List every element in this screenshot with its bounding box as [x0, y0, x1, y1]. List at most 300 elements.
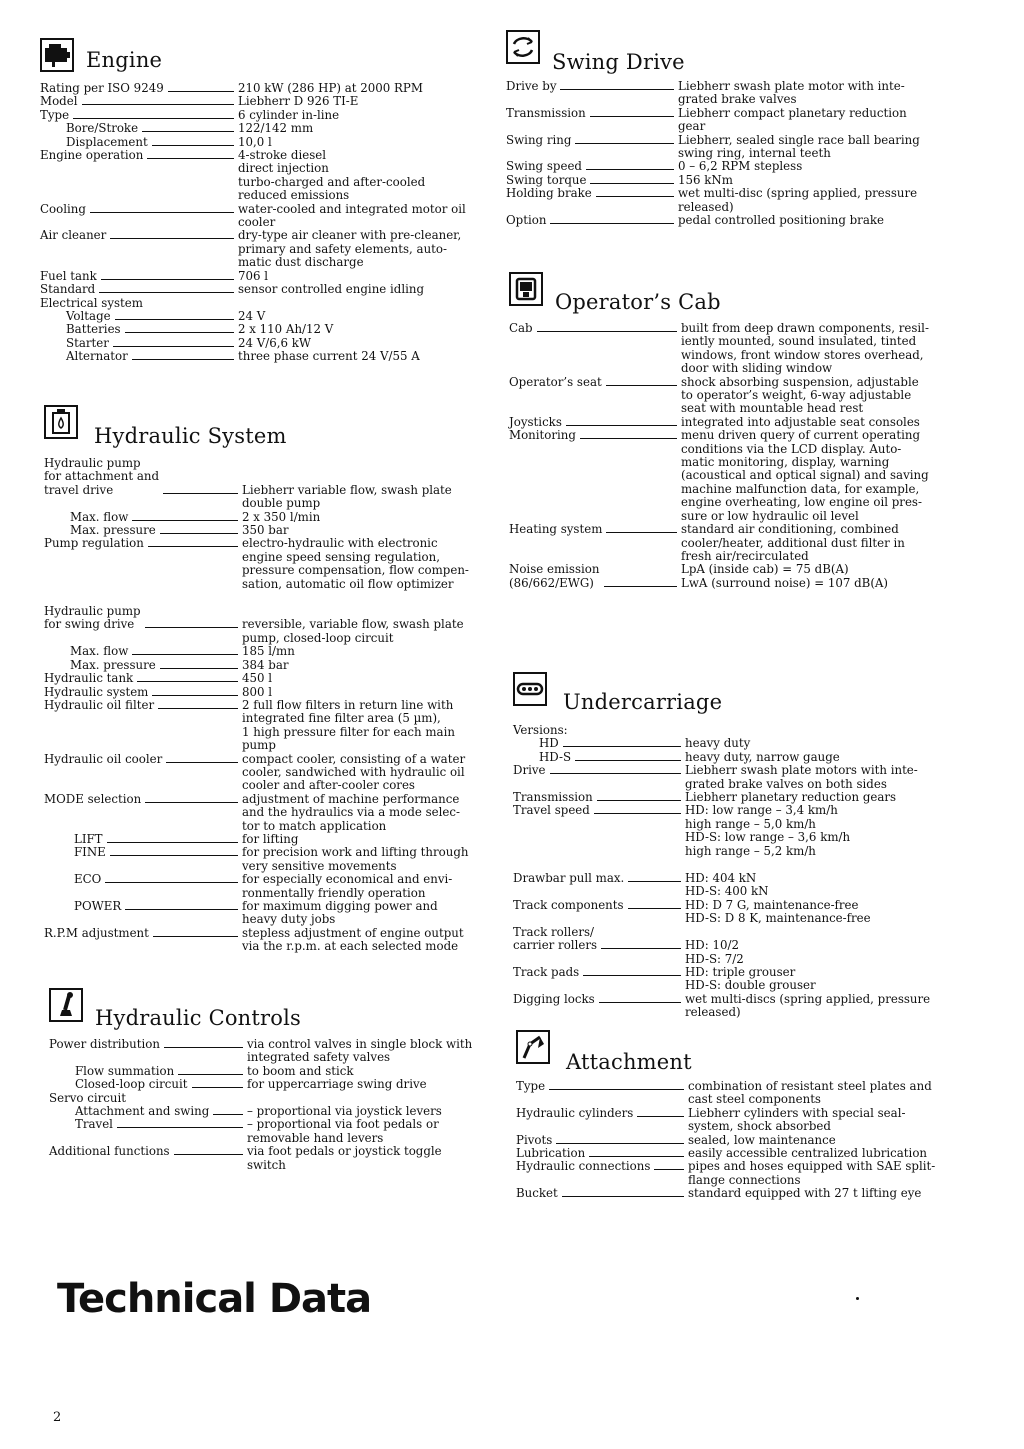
spec-row — [40, 203, 490, 230]
row-spacer — [513, 858, 963, 872]
spec-row — [44, 524, 494, 537]
spec-row — [513, 751, 963, 764]
spec-value: Liebherr planetary reduction gears — [685, 790, 897, 805]
spec-label: Max. flow — [70, 509, 129, 524]
spec-label-cell — [44, 645, 242, 658]
leader-line — [562, 1187, 684, 1197]
spec-row — [40, 337, 490, 350]
spec-value: standard equipped with 27 t lifting eye — [688, 1186, 922, 1201]
spec-label-cell — [40, 122, 238, 135]
spec-value: 210 kW (286 HP) at 2000 RPM — [238, 81, 423, 95]
spec-row — [516, 1134, 966, 1147]
spec-label: Bore/Stroke — [66, 121, 139, 136]
spec-label: ECO — [74, 872, 102, 887]
spec-row — [40, 109, 490, 122]
leader-line — [590, 107, 674, 117]
leader-line — [101, 270, 234, 280]
spec-label-cell — [506, 107, 678, 120]
undercarriage-section — [513, 672, 963, 1020]
spec-row — [49, 1118, 499, 1145]
spec-row — [40, 95, 490, 108]
swing-drive-section — [506, 30, 956, 227]
spec-value: Liebherr swash plate motor with inte- grated brake valves — [678, 79, 905, 107]
leader-line — [125, 900, 238, 910]
leader-line — [148, 537, 238, 547]
leader-line — [575, 134, 674, 144]
spec-value: to boom and stick — [247, 1063, 354, 1078]
spec-row — [40, 122, 490, 135]
spec-rows — [40, 82, 490, 364]
spec-row — [44, 672, 494, 685]
spec-value: 2 x 110 Ah/12 V — [238, 322, 334, 337]
leader-line — [213, 1105, 243, 1115]
spec-label: R.P.M adjustment — [44, 925, 149, 940]
spec-label: Swing torque — [506, 172, 587, 187]
leader-line — [178, 1065, 243, 1075]
leader-line — [160, 524, 238, 534]
spec-row — [44, 833, 494, 846]
spec-label-cell — [44, 524, 242, 537]
section-title: Swing Drive — [552, 50, 685, 74]
spec-label-cell — [513, 751, 685, 764]
leader-line — [99, 283, 234, 293]
spec-label: Track pads — [513, 964, 580, 979]
spec-value: HD: D 7 G, maintenance-free HD-S: D 8 K, maintenance-free — [685, 897, 871, 926]
spec-label-cell — [506, 80, 678, 93]
spec-label-cell — [513, 926, 685, 953]
spec-value: via control valves in single block with integrated safety valves — [247, 1037, 473, 1065]
spec-label: Model — [40, 94, 78, 109]
spec-label: Cab — [509, 321, 533, 335]
spec-label: MODE selection — [44, 791, 142, 806]
spec-value: 156 kNm — [678, 172, 733, 187]
spec-label-cell — [506, 174, 678, 187]
spec-row — [506, 187, 956, 214]
spec-value: 706 l — [238, 268, 269, 283]
spec-label: POWER — [74, 899, 122, 913]
spec-label: Power distribution — [49, 1037, 160, 1051]
spec-label: Hydraulic tank — [44, 671, 134, 686]
leader-line — [537, 322, 677, 332]
spec-label: Versions: — [513, 723, 568, 737]
spec-label: Attachment and swing — [75, 1104, 210, 1119]
spec-label: Hydraulic pump for swing drive — [44, 604, 141, 632]
leader-line — [110, 846, 238, 856]
spec-value: for uppercarriage swing drive — [247, 1077, 427, 1092]
spec-label: Track rollers/ carrier rollers — [513, 924, 598, 953]
leader-line — [563, 737, 681, 747]
leader-line — [113, 337, 234, 347]
spec-label-cell — [44, 793, 242, 806]
spec-value: three phase current 24 V/55 A — [238, 349, 420, 364]
leader-line — [166, 753, 238, 763]
spec-label: Fuel tank — [40, 268, 97, 283]
spec-row — [40, 136, 490, 149]
spec-value: compact cooler, consisting of a water cooler, sandwiched with hydraulic oil cooler and after-cooler cores — [242, 751, 466, 793]
spec-value: for especially economical and envi- ronmentally friendly operation — [242, 872, 453, 900]
spec-label: Max. pressure — [70, 523, 156, 538]
spec-label-cell — [509, 416, 681, 429]
leader-line — [137, 672, 238, 682]
spec-value: reversible, variable flow, swash plate pump, closed-loop circuit — [242, 617, 464, 645]
spec-label: Standard — [40, 282, 96, 297]
leader-line — [163, 484, 238, 494]
spec-row — [513, 737, 963, 750]
spec-value: standard air conditioning, combined cooler/heater, additional dust filter in fresh air/recirculated — [681, 522, 905, 563]
spec-label-cell — [49, 1038, 247, 1051]
spec-label: Additional functions — [49, 1144, 170, 1159]
spec-value: sensor controlled engine idling — [238, 282, 425, 297]
leader-line — [589, 1147, 684, 1157]
spec-label: Hydraulic oil cooler — [44, 751, 163, 766]
spec-row — [49, 1038, 499, 1065]
spec-row — [509, 322, 959, 376]
spec-label-cell — [40, 310, 238, 323]
spec-value: LpA (inside cab) = 75 dB(A) LwA (surround noise) = 107 dB(A) — [681, 562, 889, 590]
spec-row — [44, 846, 494, 873]
spec-value: 6 cylinder in-line — [238, 107, 340, 122]
leader-line — [153, 927, 238, 937]
spec-row — [40, 350, 490, 363]
spec-label-cell — [40, 283, 238, 296]
spec-label: Swing ring — [506, 132, 572, 147]
spec-rows — [516, 1080, 966, 1201]
spec-value: 2 x 350 l/min — [242, 509, 321, 524]
spec-value: HD: low range – 3,4 km/h high range – 5,0 km/h HD-S: low range – 3,6 km/h high range – 5,2 km/h — [685, 803, 851, 858]
spec-label-cell — [506, 187, 678, 200]
leader-line — [583, 966, 681, 976]
spec-row — [44, 927, 494, 954]
spec-label: Holding brake — [506, 186, 592, 201]
spec-label-cell — [516, 1107, 688, 1120]
spec-row — [516, 1080, 966, 1107]
spec-label: Flow summation — [75, 1063, 175, 1078]
leader-line — [107, 833, 238, 843]
spec-row — [44, 645, 494, 658]
spec-label-cell — [49, 1065, 247, 1078]
leader-line — [82, 95, 235, 105]
spec-label-cell — [44, 659, 242, 672]
spec-label-cell — [513, 993, 685, 1006]
page-title: Technical Data — [57, 1276, 372, 1322]
leader-line — [575, 751, 681, 761]
spec-value: water-cooled and integrated motor oil cooler — [238, 201, 466, 230]
spec-row — [513, 926, 963, 966]
spec-label: Alternator — [66, 349, 128, 364]
spec-value: heavy duty — [685, 736, 751, 751]
spec-label-cell — [44, 672, 242, 685]
spec-label: Batteries — [66, 322, 121, 337]
spec-row — [49, 1145, 499, 1172]
spec-value: 24 V — [238, 308, 266, 323]
cab-icon — [509, 272, 543, 306]
spec-value: 2 full flow filters in return line with integrated fine filter area (5 µm), 1 high pressure filter for each main pump — [242, 697, 455, 753]
spec-row — [44, 873, 494, 900]
spec-label: Hydraulic connections — [516, 1159, 651, 1174]
spec-row — [40, 297, 490, 310]
spec-label-cell — [44, 900, 242, 913]
leader-line — [90, 203, 234, 213]
spec-row — [509, 376, 959, 416]
spec-value: Liebherr swash plate motors with inte- grated brake valves on both sides — [685, 763, 918, 791]
spec-label: Cooling — [40, 201, 86, 216]
spec-row — [513, 804, 963, 858]
track-icon — [513, 672, 547, 706]
spec-row — [513, 993, 963, 1020]
spec-value: for lifting — [242, 831, 299, 846]
leader-line — [601, 939, 681, 949]
spec-row — [513, 899, 963, 926]
leader-line — [174, 1145, 243, 1155]
spec-label-cell — [40, 323, 238, 336]
spec-value: Liebherr, sealed single race ball bearing swing ring, internal teeth — [678, 132, 920, 161]
spec-label: Closed-loop circuit — [75, 1077, 188, 1092]
spec-label-cell — [49, 1118, 247, 1131]
leader-line — [637, 1107, 684, 1117]
spec-value: Liebherr compact planetary reduction gear — [678, 105, 907, 134]
leader-line — [73, 109, 234, 119]
leader-line — [132, 511, 238, 521]
spec-label-cell — [40, 149, 238, 162]
spec-label-cell — [513, 791, 685, 804]
spec-row — [506, 160, 956, 173]
spec-label-cell — [44, 686, 242, 699]
spec-row — [513, 872, 963, 899]
spec-value: dry-type air cleaner with pre-cleaner, primary and safety elements, auto- matic dust discharge — [238, 228, 462, 270]
spec-row — [44, 537, 494, 591]
leader-line — [105, 873, 238, 883]
spec-row — [509, 416, 959, 429]
spec-label-cell — [513, 737, 685, 750]
leader-line — [160, 659, 238, 669]
spec-label: Type — [516, 1079, 546, 1093]
spec-value: via foot pedals or joystick toggle switch — [247, 1144, 442, 1172]
spec-label-cell — [513, 724, 685, 737]
operators-cab-section — [509, 272, 959, 590]
spec-label-cell — [44, 833, 242, 846]
leader-line — [606, 523, 677, 533]
spec-label: Digging locks — [513, 991, 595, 1006]
spec-row — [40, 323, 490, 336]
spec-label: Monitoring — [509, 428, 576, 443]
spec-value: 24 V/6,6 kW — [238, 335, 312, 350]
leader-line — [580, 429, 677, 439]
spec-row — [513, 724, 963, 737]
leader-line — [550, 214, 674, 224]
spec-row — [516, 1160, 966, 1187]
stray-mark — [856, 1297, 859, 1300]
spec-row — [40, 310, 490, 323]
spec-value: shock absorbing suspension, adjustable to operator’s weight, 6-way adjustable seat with mountable head rest — [681, 374, 919, 416]
spec-row — [49, 1065, 499, 1078]
spec-row — [509, 429, 959, 523]
spec-label-cell — [40, 297, 238, 310]
spec-value: – proportional via joystick levers — [247, 1104, 442, 1119]
spec-value: wet multi-disc (spring applied, pressure released) — [678, 186, 918, 214]
spec-label-cell — [513, 804, 685, 817]
spec-label-cell — [40, 270, 238, 283]
spec-value: for maximum digging power and heavy duty jobs — [242, 899, 438, 927]
spec-label: Engine operation — [40, 148, 144, 163]
spec-value: menu driven query of current operating conditions via the LCD display. Auto- matic monitoring, display, warning (acoustical and optical signal) and saving machine malfunction data, for example, engine overheating, low engine oil pres- sure or low hydraulic oil level — [681, 428, 929, 523]
hydraulic-tank-icon — [44, 405, 78, 439]
spec-label: Lubrication — [516, 1146, 586, 1161]
spec-value: HD: 404 kN HD-S: 400 kN — [685, 871, 769, 899]
spec-label: Type — [40, 107, 70, 122]
spec-label-cell — [44, 511, 242, 524]
spec-value: Liebherr D 926 TI-E — [238, 94, 359, 109]
spec-row — [40, 149, 490, 203]
attachment-section — [516, 1030, 966, 1201]
page-number: 2 — [53, 1410, 62, 1425]
spec-label: Bucket — [516, 1186, 558, 1201]
spec-row — [40, 270, 490, 283]
leader-line — [115, 310, 234, 320]
spec-label: Track components — [513, 897, 624, 912]
leader-line — [110, 229, 234, 239]
section-title: Hydraulic System — [94, 424, 287, 448]
spec-value: 450 l — [242, 671, 273, 686]
spec-row — [44, 659, 494, 672]
spec-label: Joysticks — [509, 414, 562, 429]
section-title: Operator’s Cab — [555, 290, 721, 314]
spec-value: – proportional via foot pedals or removable hand levers — [247, 1117, 439, 1145]
spec-row — [49, 1078, 499, 1091]
spec-label-cell — [40, 350, 238, 363]
spec-label-cell — [49, 1092, 247, 1105]
spec-row — [506, 80, 956, 107]
spec-row — [49, 1105, 499, 1118]
spec-label-cell — [509, 376, 681, 389]
spec-rows — [509, 322, 959, 590]
leader-line — [594, 804, 681, 814]
spec-value: 350 bar — [242, 523, 289, 538]
spec-row — [44, 605, 494, 645]
spec-label: Servo circuit — [49, 1090, 126, 1105]
spec-label-cell — [40, 203, 238, 216]
leader-line — [550, 764, 681, 774]
spec-label: Max. pressure — [70, 657, 156, 672]
spec-label-cell — [49, 1145, 247, 1158]
engine-icon — [40, 38, 74, 72]
spec-row — [513, 966, 963, 993]
section-title: Attachment — [566, 1050, 692, 1074]
spec-label: Drive — [513, 763, 546, 778]
spec-label-cell — [506, 134, 678, 147]
leader-line — [560, 80, 674, 90]
spec-row — [40, 229, 490, 269]
leader-line — [164, 1038, 243, 1048]
leader-line — [566, 416, 677, 426]
spec-label: Pivots — [516, 1132, 553, 1147]
spec-label: HD-S — [539, 749, 572, 764]
spec-label: HD — [539, 736, 559, 751]
spec-value: built from deep drawn components, resil- iently mounted, sound insulated, tinted windows, front window stores overhead, door with sliding window — [681, 321, 929, 376]
leader-line — [590, 174, 674, 184]
leader-line — [654, 1160, 684, 1170]
spec-label: Starter — [66, 335, 109, 350]
spec-label: Option — [506, 213, 547, 228]
spec-label: Drive by — [506, 79, 557, 93]
spec-label-cell — [509, 429, 681, 442]
spec-row — [506, 214, 956, 227]
spec-value: integrated into adjustable seat consoles — [681, 414, 920, 429]
spec-label-cell — [44, 927, 242, 940]
leader-line — [604, 577, 677, 587]
spec-label-cell — [509, 523, 681, 536]
spec-rows — [49, 1038, 499, 1172]
spec-value: pedal controlled positioning brake — [678, 213, 884, 228]
spec-row — [513, 791, 963, 804]
spec-label: Hydraulic oil filter — [44, 697, 155, 712]
spec-label: Hydraulic pump for attachment and travel drive — [44, 456, 160, 497]
leader-line — [142, 122, 234, 132]
spec-value: Liebherr variable flow, swash plate double pump — [242, 482, 452, 511]
engine-section — [40, 38, 490, 364]
spec-label: Voltage — [66, 308, 111, 323]
spec-label: Noise emission (86/662/EWG) — [509, 562, 600, 590]
spec-value: Liebherr cylinders with special seal- system, shock absorbed — [688, 1105, 906, 1134]
section-title: Undercarriage — [563, 690, 723, 714]
leader-line — [132, 645, 238, 655]
spec-label: Pump regulation — [44, 536, 144, 551]
spec-label-cell — [49, 1078, 247, 1091]
spec-label: Electrical system — [40, 295, 143, 310]
hydraulic-system-section — [44, 405, 494, 954]
leader-line — [549, 1080, 684, 1090]
spec-label-cell — [516, 1160, 688, 1173]
leader-line — [628, 872, 681, 882]
spec-label-cell — [40, 229, 238, 242]
spec-row — [44, 753, 494, 793]
spec-row — [44, 457, 494, 511]
spec-row — [40, 82, 490, 95]
spec-value: heavy duty, narrow gauge — [685, 749, 840, 764]
leader-line — [145, 618, 238, 628]
spec-value: 4-stroke diesel direct injection turbo-charged and after-cooled reduced emissions — [238, 148, 426, 203]
spec-label: Heating system — [509, 522, 603, 537]
spec-label: Hydraulic cylinders — [516, 1105, 634, 1120]
spec-label: Travel — [75, 1117, 113, 1132]
spec-label: Air cleaner — [40, 228, 107, 243]
spec-row — [44, 900, 494, 927]
leader-line — [596, 187, 674, 197]
spec-rows — [513, 724, 963, 1020]
spec-row — [509, 523, 959, 563]
leader-line — [597, 791, 681, 801]
boom-arm-icon — [516, 1030, 550, 1064]
spec-label: Travel speed — [513, 803, 590, 818]
spec-label-cell — [49, 1105, 247, 1118]
spec-row — [44, 511, 494, 524]
leader-line — [599, 993, 681, 1003]
joystick-icon — [49, 988, 83, 1022]
spec-label: Transmission — [506, 105, 586, 120]
section-title: Engine — [86, 48, 163, 72]
spec-label-cell — [44, 846, 242, 859]
spec-label-cell — [513, 764, 685, 777]
spec-label: Hydraulic system — [44, 684, 149, 699]
spec-label-cell — [44, 753, 242, 766]
spec-value: wet multi-discs (spring applied, pressure released) — [685, 991, 931, 1020]
spec-value: HD: triple grouser HD-S: double grouser — [685, 964, 816, 993]
spec-value: combination of resistant steel plates and cast steel components — [688, 1079, 932, 1107]
spec-label-cell — [44, 605, 242, 632]
spec-label-cell — [44, 699, 242, 712]
spec-row — [516, 1107, 966, 1134]
spec-label: Displacement — [66, 134, 148, 149]
spec-label-cell — [513, 872, 685, 885]
